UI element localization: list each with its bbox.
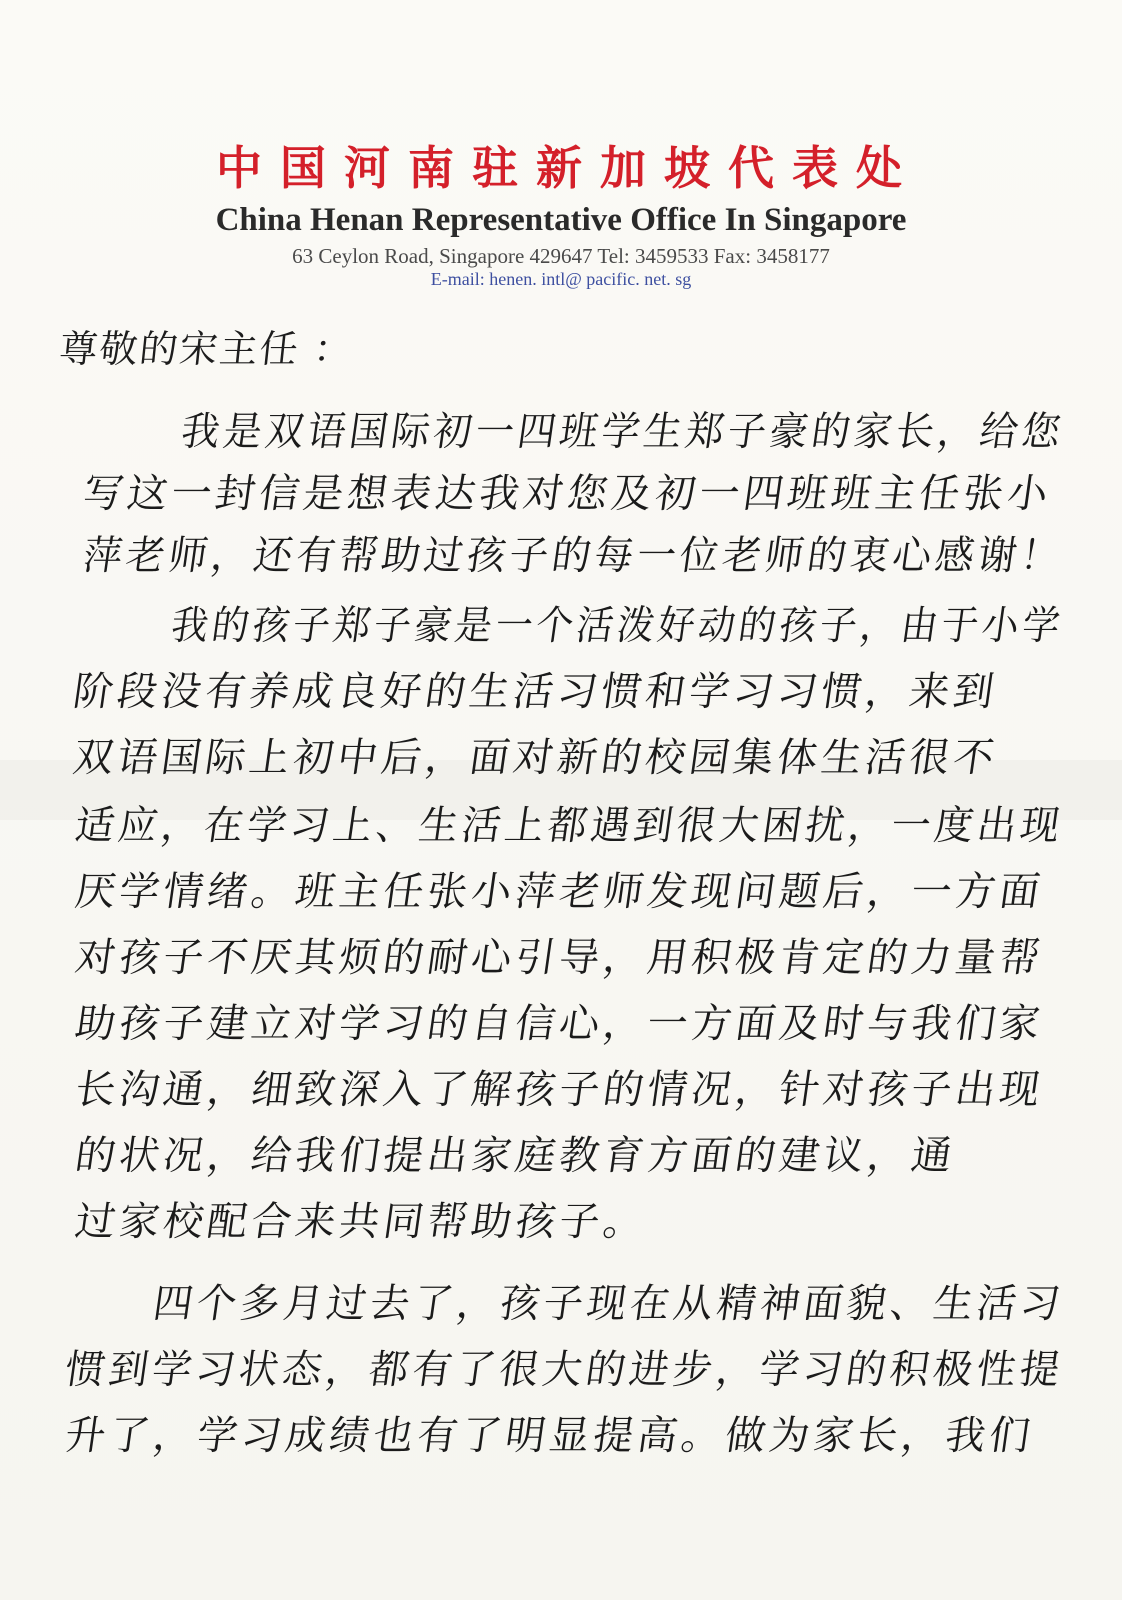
letter-line: 写这一封信是想表达我对您及初一四班班主任张小 <box>80 471 1055 517</box>
letter-line: 我的孩子郑子豪是一个活泼好动的孩子，由于小学 <box>168 603 1067 649</box>
letterhead-email: E-mail: henen. intl@ pacific. net. sg <box>430 269 692 289</box>
letter-line: 助孩子建立对学习的自信心，一方面及时与我们家 <box>72 1001 1047 1047</box>
letter-line: 四个多月过去了，孩子现在从精神面貌、生活习 <box>150 1281 1067 1327</box>
letter-line: 阶段没有养成良好的生活习惯和学习习惯，来到 <box>70 669 1001 715</box>
letter-line: 厌学情绪。班主任张小萍老师发现问题后，一方面 <box>72 869 1047 915</box>
letterhead-name-chinese: 中国河南驻新加坡代表处 <box>216 141 920 195</box>
letter-line: 升了，学习成绩也有了明显提高。做为家长，我们 <box>62 1413 1037 1459</box>
letter-salutation: 尊敬的宋主任 ： <box>57 327 357 371</box>
letter-line: 对孩子不厌其烦的耐心引导，用积极肯定的力量帮 <box>72 935 1047 981</box>
letter-line: 我是双语国际初一四班学生郑子豪的家长，给您 <box>178 409 1068 455</box>
letter-line: 长沟通，细致深入了解孩子的情况，针对孩子出现 <box>72 1067 1047 1113</box>
letter-line: 的状况，给我们提出家庭教育方面的建议，通 <box>72 1133 959 1179</box>
letterhead-address: 63 Ceylon Road, Singapore 429647 Tel: 3459533 Fax: 3458177 <box>292 244 830 268</box>
letter-line: 双语国际上初中后，面对新的校园集体生活很不 <box>70 735 1001 781</box>
letter-line: 过家校配合来共同帮助孩子。 <box>72 1199 651 1245</box>
letter-line: 适应，在学习上、生活上都遇到很大困扰，一度出现 <box>72 803 1067 849</box>
letterhead-name-english: China Henan Representative Office In Singapore <box>215 202 907 238</box>
letter-line: 萍老师，还有帮助过孩子的每一位老师的衷心感谢！ <box>80 533 1067 579</box>
letter-line: 惯到学习状态，都有了很大的进步，学习的积极性提 <box>62 1347 1067 1393</box>
